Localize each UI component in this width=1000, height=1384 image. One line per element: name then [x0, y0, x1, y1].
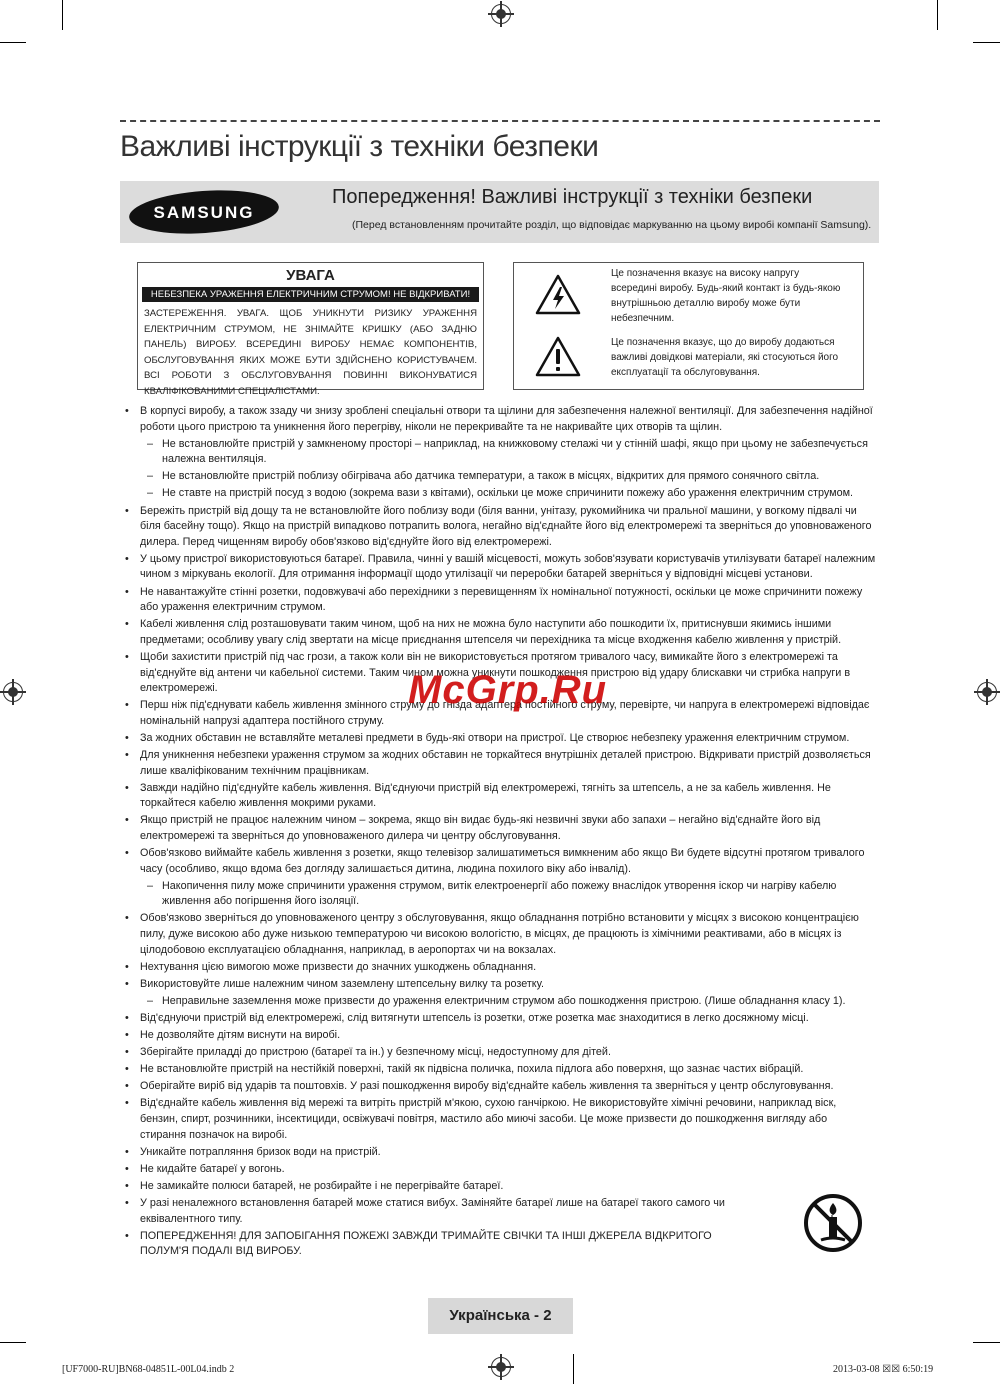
caution-heading: УВАГА	[286, 267, 335, 284]
list-item: • Не замикайте полюси батарей, не розбирайте і не перегрівайте батареї.	[120, 1179, 876, 1195]
registration-mark-icon	[977, 682, 997, 702]
registration-mark-icon	[491, 1357, 511, 1377]
list-item: • Кабелі живлення слід розташовувати таким чином, щоб на них не можна було наступити або пошкодити їх, притиснувши якимись іншими предметами; особливу увагу слід звертати на місце приєднання штепселя чи перехідника та місце входження кабелю живлення у пристрій.	[120, 617, 876, 648]
list-item: • Не дозволяйте дітям виснути на виробі.	[120, 1028, 876, 1044]
crop-mark	[0, 42, 26, 43]
list-item: • Обов'язково виймайте кабель живлення з розетки, якщо телевізор залишатиметься вимкненим або якщо Ви будете відсутні протягом тривалого часу (особливо, якщо вдома без догляду залишається дитина, людина похилого віку або інвалід).	[120, 846, 876, 877]
list-item: • В корпусі виробу, а також ззаду чи знизу зроблені спеціальні отвори та щілини для забезпечення належної вентиляції. Для забезпечення надійної роботи цього пристрою та уникнення його перегріву, ніколи не перекривайте та не накривайте цих отворів та щілин.	[120, 404, 876, 435]
list-item: • Не навантажуйте стінні розетки, подовжувачі або перехідники з перевищенням їх номінальної потужності, оскільки це може спричинити пожежу або ураження електричним струмом.	[120, 585, 876, 616]
crop-mark	[0, 1342, 26, 1343]
voltage-symbol-text: Це позначення вказує на високу напругу всередині виробу. Будь-який контакт із будь-якою внутрішньою деталлю виробу може бути небезпечним.	[611, 268, 841, 324]
registration-mark-icon	[491, 4, 511, 24]
exclamation-triangle-icon	[535, 335, 581, 377]
title-divider	[120, 120, 880, 122]
list-item: • Від'єднуючи пристрій від електромережі, слід витягнути штепсель із розетки, отже розетка має знаходитися в легко досяжному місці.	[120, 1011, 876, 1027]
high-voltage-triangle-icon	[535, 273, 581, 315]
banner-title: Попередження! Важливі інструкції з техніки безпеки	[332, 186, 813, 208]
list-item: • Обов'язково зверніться до уповноваженого центру з обслуговування, якщо обладнання потрібно встановити у місцях з високою концентрацією пилу, дуже високою або дуже низькою температурою чи високою вологістю, в місцях, де працюють із хімічними реактивами, або в місцях із цілодобовою експлуатацією обладнання, наприклад, в аеропортах чи на вокзалах.	[120, 911, 876, 958]
list-item: • У цьому пристрої використовуються батареї. Правила, чинні у вашій місцевості, можуть зобов'язувати користувачів утилізувати батареї належним чином з міркувань екології. Для отримання інформації щодо утилізації чи переробки батарей зверніться у відповідні місцеві установи.	[120, 552, 876, 583]
symbols-box	[513, 262, 864, 390]
list-item: • Не встановлюйте пристрій на нестійкій поверхні, такій як підвісна поличка, похила підлога або поверхня, що зазнає частих вібрацій.	[120, 1062, 876, 1078]
watermark: McGrp.Ru	[408, 668, 608, 712]
crop-mark	[573, 1354, 574, 1384]
list-item: • Для уникнення небезпеки ураження струмом за жодних обставин не торкайтеся внутрішніх деталей пристрою. Відкривати пристрій дозволяється лише кваліфікованим технічним працівникам.	[120, 748, 876, 779]
page-title: Важливі інструкції з техніки безпеки	[120, 130, 599, 163]
samsung-logo	[128, 189, 280, 235]
crop-mark	[937, 0, 938, 30]
crop-mark	[973, 42, 1000, 43]
banner-subtitle: (Перед встановленням прочитайте розділ, що відповідає маркуванню на цьому виробі компанії Samsung).	[352, 219, 872, 231]
list-item: • У разі неналежного встановлення батарей може статися вибух. Заміняйте батареї лише на батареї такого самого чи еквівалентного типу.	[120, 1196, 760, 1227]
list-item: • ПОПЕРЕДЖЕННЯ! ДЛЯ ЗАПОБІГАННЯ ПОЖЕЖІ ЗАВЖДИ ТРИМАЙТЕ СВІЧКИ ТА ІНШІ ДЖЕРЕЛА ВІДКРИТОГО ПОЛУМ'Я ПОДАЛІ ВІД ВИРОБУ.	[120, 1229, 760, 1260]
footer-file-info: [UF7000-RU]BN68-04851L-00L04.indb 2	[62, 1364, 235, 1375]
crop-mark	[973, 1342, 1000, 1343]
list-item: • Нехтування цією вимогою може призвести до значних ушкоджень обладнання.	[120, 960, 876, 976]
list-item: • Не кидайте батареї у вогонь.	[120, 1162, 876, 1178]
list-item: • Оберігайте виріб від ударів та поштовхів. У разі пошкодження виробу від'єднайте кабель живлення та зверніться у центр обслуговування.	[120, 1079, 876, 1095]
attention-symbol-text: Це позначення вказує, що до виробу додаються важливі довідкові матеріали, які стосуються його експлуатації та обслуговування.	[611, 337, 839, 378]
sub-list-item: – Накопичення пилу може спричинити ураження струмом, витік електроенергії або пожежу внаслідок утворення іскор чи нагріву кабелю живлення або погіршення його ізоляції.	[120, 879, 876, 910]
caution-bar: НЕБЕЗПЕКА УРАЖЕННЯ ЕЛЕКТРИЧНИМ СТРУМОМ! НЕ ВІДКРИВАТИ!	[142, 287, 479, 302]
warning-banner	[120, 181, 879, 243]
registration-mark-icon	[3, 682, 23, 702]
list-item: • Перш ніж під'єднувати кабель живлення змінного струму до гнізда адаптера постійного струму, перевірте, чи напруга в електромережі відповідає номінальній напрузі адаптера постійного струму.	[120, 698, 876, 729]
footer-timestamp: 2013-03-08 ☒☒ 6:50:19	[833, 1364, 934, 1375]
list-item: • Щоби захистити пристрій під час грози, а також коли він не використовується протягом тривалого часу, вимикайте його з електромережі та від'єднуйте від антени чи кабельної системи. Таким чином можна уникнути пошкодження пристрою від удару блискавки чи стрибка напруги в електромережі.	[120, 650, 876, 697]
list-item: • Якщо пристрій не працює належним чином – зокрема, якщо він видає будь-які незвичні звуки або запахи – негайно від'єднайте його від електромережі та зверніться до уповноваженого дилера чи центру обслуговування.	[120, 813, 876, 844]
sub-list-item: – Не ставте на пристрій посуд з водою (зокрема вази з квітами), оскільки це може спричинити пожежу або ураження електричним струмом.	[120, 486, 876, 502]
list-item: • За жодних обставин не вставляйте металеві предмети в будь-які отвори на пристрої. Це створює небезпеку ураження електричним струмом.	[120, 731, 876, 747]
no-open-flame-icon	[803, 1193, 863, 1253]
page-number-box	[428, 1298, 573, 1334]
list-item: • Уникайте потрапляння бризок води на пристрій.	[120, 1145, 876, 1161]
list-item: • Від'єднайте кабель живлення від мережі та витріть пристрій м'якою, сухою ганчіркою. Не використовуйте хімічні речовини, наприклад віск, бензин, спирт, розчинники, інсектициди, освіжувачі повітря, мастило або миючі засоби. Це може призвести до пошкодження вигляду або стирання позначок на виробі.	[120, 1096, 876, 1143]
list-item: • Бережіть пристрій від дощу та не встановлюйте його поблизу води (біля ванни, унітазу, рукомийника чи пральної машини, у вогкому підвалі чи біля басейну тощо). Якщо на пристрій випадково потрапить волога, негайно від'єднайте його від електромережі та зверніться до уповноваженого дилера. Перед чищенням виробу обов'язково від'єднуйте його від електромережі.	[120, 504, 876, 551]
list-item: • Використовуйте лише належним чином заземлену штепсельну вилку та розетку.	[120, 977, 876, 993]
sub-list-item: – Не встановлюйте пристрій у замкненому просторі – наприклад, на книжковому стелажі чи у стінній шафі, якщо при цьому не забезпечується належна вентиляція.	[120, 437, 876, 468]
safety-instructions-list	[120, 404, 876, 1261]
caution-text: ЗАСТЕРЕЖЕННЯ. УВАГА. ЩОБ УНИКНУТИ РИЗИКУ УРАЖЕННЯ ЕЛЕКТРИЧНИМ СТРУМОМ, НЕ ЗНІМАЙТЕ КРИШКУ (АБО ЗАДНЮ ПАНЕЛЬ) ВИРОБУ. ВСЕРЕДИНІ ВИРОБУ НЕМАЄ КОМПОНЕНТІВ, ОБСЛУГОВУВАННЯ ЯКИХ МОЖЕ БУТИ ЗДІЙСНЕНО КОРИСТУВАЧЕМ. ВСІ РОБОТИ З ОБСЛУГОВУВАННЯ ПОВИННІ ВИКОНУВАТИСЯ КВАЛІФІКОВАНИМИ СПЕЦІАЛІСТАМИ.	[144, 308, 477, 397]
crop-mark	[62, 0, 63, 30]
svg-text:SAMSUNG: SAMSUNG	[153, 203, 255, 222]
caution-box	[137, 262, 484, 397]
page-number: Українська - 2	[449, 1307, 552, 1324]
sub-list-item: – Не встановлюйте пристрій поблизу обігрівача або датчика температури, а також в місцях, відкритих для прямого сонячного світла.	[120, 469, 876, 485]
list-item: • Завжди надійно під'єднуйте кабель живлення. Від'єднуючи пристрій від електромережі, тягніть за штепсель, а не за кабель живлення. Не торкайтеся кабелю живлення мокрими руками.	[120, 781, 876, 812]
list-item: • Зберігайте приладді до пристрою (батареї та ін.) у безпечному місці, недоступному для дітей.	[120, 1045, 876, 1061]
sub-list-item: – Неправильне заземлення може призвести до ураження електричним струмом або пошкодження пристрою. (Лише обладнання класу 1).	[120, 994, 876, 1010]
